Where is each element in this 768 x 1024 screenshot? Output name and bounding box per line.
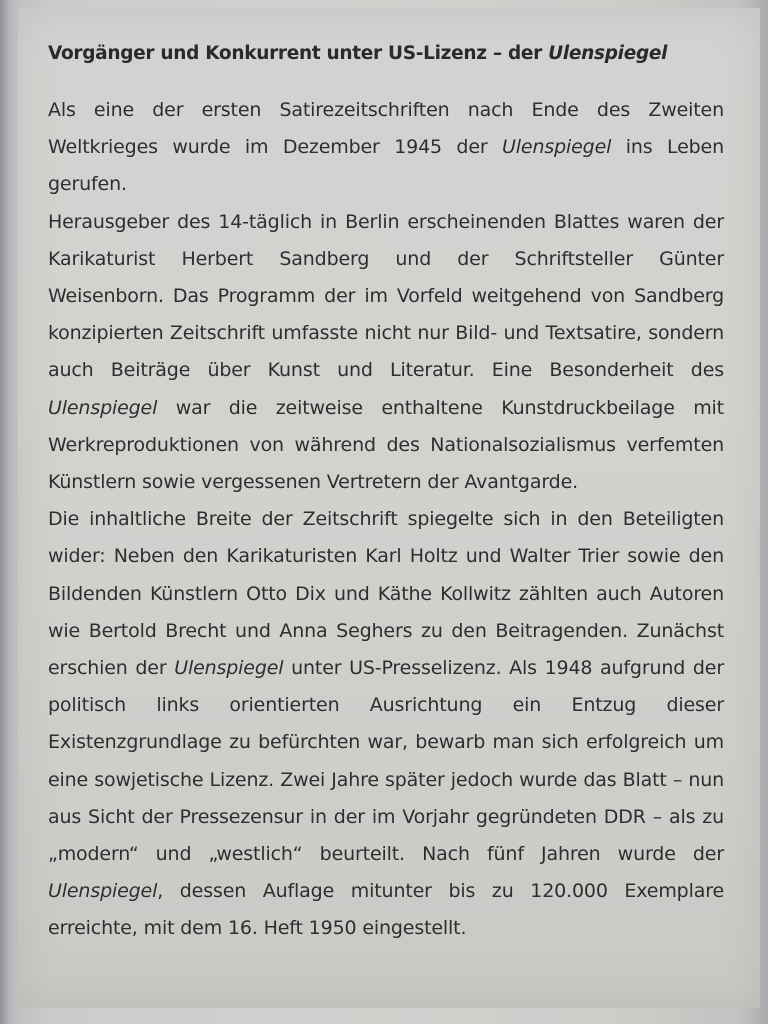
panel-body — [48, 92, 724, 948]
heading-text: Vorgänger und Konkurrent unter US-Lizenz – der — [48, 43, 549, 64]
italic-title-text: Ulenspiegel — [502, 136, 612, 159]
panel-content — [48, 38, 724, 948]
paragraph-1 — [48, 92, 724, 204]
paragraph-text: war die zeitweise enthaltene Kunstdruckbeilage mit Werkreproduktionen von während des Nationalsozialismus verfemten Künstlern sowie vergessenen Vertretern der Avantgarde. — [48, 396, 724, 494]
italic-title-text: Ulenspiegel — [48, 396, 158, 419]
heading-title-italic: Ulenspiegel — [548, 43, 668, 64]
paragraph-text: unter US-Presselizenz. Als 1948 aufgrund der politisch links orientierten Ausrichtung ein Entzug dieser Existenzgrundlage zu befürchten war, bewarb man sich erfolgreich um eine sowjetische Lizenz. Zwei Jahre später jedoch wurde das Blatt – nun aus Sicht der Pressezensur in der im Vorjahr gegründeten DDR – als zu „modern“ und „westlich“ beurteilt. Nach fünf Jahren wurde der — [48, 657, 724, 866]
italic-title-text: Ulenspiegel — [174, 657, 284, 680]
paragraph-2 — [48, 204, 724, 502]
paragraph-3 — [48, 501, 724, 947]
paragraph-text: , dessen Auflage mitunter bis zu 120.000 Exemplare erreichte, mit dem 16. Heft 1950 eingestellt. — [48, 880, 724, 940]
paragraph-text: Die inhaltliche Breite der Zeitschrift spiegelte sich in den Beteiligten wider: Neben den Karikaturisten Karl Holtz und Walter Trier sowie den Bildenden Künstlern Otto Dix und Käthe Kollwitz zählten auch Autoren wie Bertold Brecht und Anna Seghers zu den Beitragenden. Zunächst erschien der — [48, 508, 724, 680]
paragraph-text: Als eine der ersten Satirezeitschriften nach Ende des Zweiten Weltkrieges wurde im Dezember 1945 der — [48, 99, 724, 159]
paragraph-text: ins Leben gerufen. — [48, 136, 724, 196]
panel-heading — [48, 38, 724, 70]
italic-title-text: Ulenspiegel — [48, 880, 158, 903]
paragraph-text: Herausgeber des 14-täglich in Berlin erscheinenden Blattes waren der Karikaturist Herbert Sandberg und der Schriftsteller Günter Weisenborn. Das Programm der im Vorfeld weitgehend von Sandberg konzipierten Zeitschrift umfasste nicht nur Bild- und Textsatire, sondern auch Beiträge über Kunst und Literatur. Eine Besonderheit des — [48, 210, 724, 382]
